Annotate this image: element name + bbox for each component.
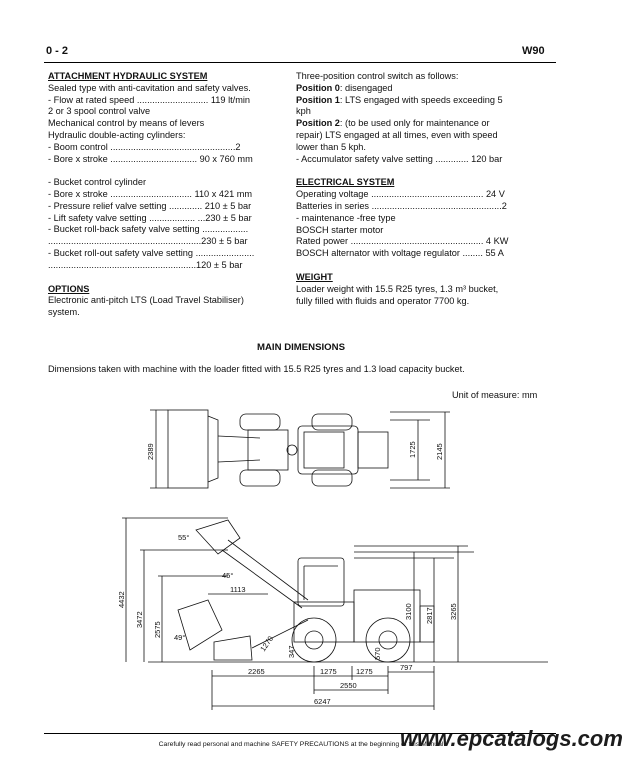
attachment-line: Mechanical control by means of levers bbox=[48, 118, 205, 129]
top-view-drawing bbox=[140, 402, 480, 494]
options-line: Electronic anti-pitch LTS (Load Travel Stabiliser) bbox=[48, 295, 244, 306]
ground-clear: 347 bbox=[287, 645, 296, 658]
front-overhang: 2265 bbox=[248, 667, 265, 676]
wb-front: 1275 bbox=[320, 667, 337, 676]
attachment-line bbox=[48, 165, 280, 177]
top-left-height: 2389 bbox=[146, 443, 155, 460]
attachment-line: - Pressure relief valve setting ............. 210 ± 5 bar bbox=[48, 200, 252, 211]
position-2-cont1: repair) LTS engaged at all times, even with speed bbox=[296, 129, 498, 140]
unit-label: Unit of measure: mm bbox=[452, 390, 538, 400]
attachment-line: - Lift safety valve setting .................. ...230 ± 5 bar bbox=[48, 212, 252, 223]
position-1 bbox=[296, 95, 522, 107]
attachment-lines bbox=[48, 83, 280, 272]
position-1-label: Position 1 bbox=[296, 94, 340, 105]
dimensions-caption: Dimensions taken with machine with the loader fitted with 15.5 R25 tyres and 1.3 load capacity bucket. bbox=[48, 364, 465, 374]
electrical-line: BOSCH alternator with voltage regulator ........ 55 A bbox=[296, 248, 504, 259]
angle-top: 55° bbox=[178, 533, 190, 542]
position-1-cont: kph bbox=[296, 106, 311, 117]
cab-height: 2817 bbox=[425, 607, 434, 624]
electrical-line: Operating voltage ............................................ 24 V bbox=[296, 189, 505, 200]
position-0 bbox=[296, 83, 522, 95]
wb-rear: 1275 bbox=[356, 667, 373, 676]
pin-height: 3472 bbox=[135, 611, 144, 628]
switch-intro: Three-position control switch as follows: bbox=[296, 71, 459, 81]
weight-title: WEIGHT bbox=[296, 271, 333, 282]
attachment-line: ............................................................230 ± 5 bar bbox=[48, 236, 248, 247]
dump-height: 2575 bbox=[153, 621, 162, 638]
total-height: 4432 bbox=[117, 591, 126, 608]
wheelbase: 2550 bbox=[340, 681, 357, 690]
overall-height: 3265 bbox=[449, 603, 458, 620]
attachment-line: Hydraulic double-acting cylinders: bbox=[48, 129, 186, 140]
top-outer-height: 2145 bbox=[435, 443, 444, 460]
top-inner-height: 1725 bbox=[408, 441, 417, 458]
attachment-line: 2 or 3 spool control valve bbox=[48, 106, 151, 117]
electrical-lines bbox=[296, 189, 522, 260]
page-number: 0 - 2 bbox=[46, 45, 69, 57]
axle-height: 570 bbox=[373, 647, 382, 660]
angle-mid: 45° bbox=[222, 571, 234, 580]
rear-overhang: 797 bbox=[400, 663, 413, 672]
left-column bbox=[48, 71, 280, 319]
attachment-title: ATTACHMENT HYDRAULIC SYSTEM bbox=[48, 71, 208, 81]
header-rule bbox=[44, 62, 556, 63]
footer-text: Carefully read personal and machine SAFETY PRECAUTIONS at the beginning of this Manual bbox=[158, 741, 444, 748]
attachment-line: - Flow at rated speed ............................ 119 lt/min bbox=[48, 94, 251, 105]
right-column bbox=[296, 71, 522, 307]
position-2 bbox=[296, 118, 522, 130]
weight-line: fully filled with fluids and operator 7700 kg. bbox=[296, 295, 470, 306]
watermark: www.epcatalogs.com bbox=[400, 726, 623, 751]
attachment-line: - Boom control .................................................2 bbox=[48, 141, 241, 152]
accumulator-line: - Accumulator safety valve setting ............. 120 bar bbox=[296, 153, 503, 164]
overall-length: 6247 bbox=[314, 697, 331, 706]
side-view-drawing bbox=[118, 510, 548, 714]
bucket-reach: 1270 bbox=[258, 634, 276, 654]
position-2-text: : (to be used only for maintenance or bbox=[339, 118, 490, 129]
attachment-line: - Bore x stroke ................................ 110 x 421 mm bbox=[48, 188, 253, 199]
main-dimensions-title: MAIN DIMENSIONS bbox=[257, 342, 345, 353]
attachment-line: - Bucket roll-back safety valve setting .................. bbox=[48, 224, 249, 235]
position-0-label: Position 0 bbox=[296, 82, 340, 93]
options-line: system. bbox=[48, 307, 80, 318]
attachment-line: - Bucket control cylinder bbox=[48, 177, 147, 188]
reach-dim: 1113 bbox=[230, 585, 246, 594]
model-label: W90 bbox=[522, 45, 545, 57]
roof-height: 3100 bbox=[404, 603, 413, 620]
position-0-text: : disengaged bbox=[339, 82, 393, 93]
weight-line: Loader weight with 15.5 R25 tyres, 1.3 m³ bucket, bbox=[296, 283, 499, 294]
electrical-line: Rated power .................................................... 4 KW bbox=[296, 236, 509, 247]
electrical-line: Batteries in series ...................................................2 bbox=[296, 200, 507, 211]
position-2-label: Position 2 bbox=[296, 118, 340, 129]
position-1-text: : LTS engaged with speeds exceeding 5 bbox=[339, 94, 503, 105]
angle-bottom: 49° bbox=[174, 633, 186, 642]
attachment-line: - Bore x stroke .................................. 90 x 760 mm bbox=[48, 153, 253, 164]
electrical-title: ELECTRICAL SYSTEM bbox=[296, 177, 395, 188]
attachment-line: - Bucket roll-out safety valve setting ....................... bbox=[48, 247, 255, 258]
electrical-line: - maintenance -free type bbox=[296, 212, 396, 223]
attachment-line: ..........................................................120 ± 5 bar bbox=[48, 259, 243, 270]
electrical-line: BOSCH starter motor bbox=[296, 224, 384, 235]
attachment-line: Sealed type with anti-cavitation and safety valves. bbox=[48, 82, 251, 93]
options-title: OPTIONS bbox=[48, 283, 90, 294]
position-2-cont2: lower than 5 kph. bbox=[296, 141, 366, 152]
